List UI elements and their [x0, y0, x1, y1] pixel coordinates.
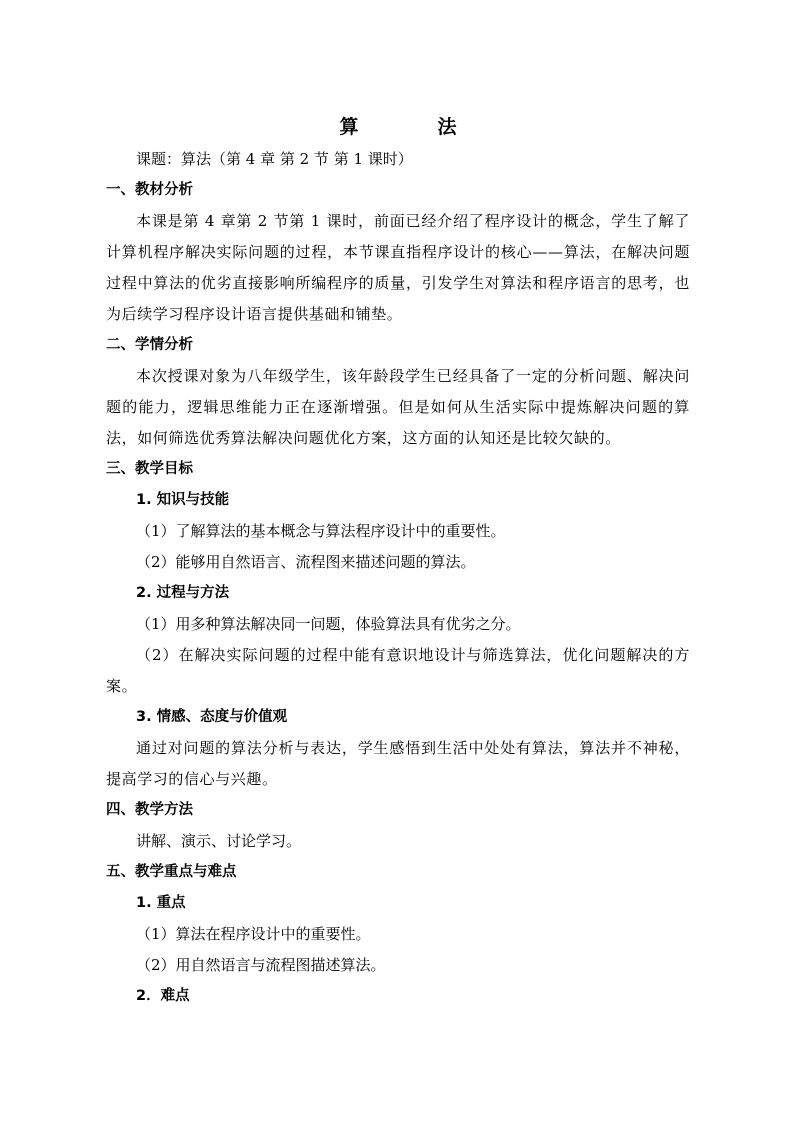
textbook-analysis-paragraph: 本课是第 4 章第 2 节第 1 课时，前面已经介绍了程序设计的概念，学生了解了计算机程序解决实际问题的过程，本节课直指程序设计的核心——算法，在解决问题过程中算法的优劣直接影响所编程序的质量，引发学生对算法和程序语言的思考，也为后续学习程序设计语言提供基础和铺垫。: [106, 212, 690, 323]
key-points-title: 1. 重点: [136, 895, 186, 911]
section-heading-teaching-methods: 四、教学方法: [106, 802, 193, 818]
section-heading-textbook-analysis: 一、教材分析: [106, 182, 193, 198]
list-item: （1）用多种算法解决同一问题，体验算法具有优劣之分。: [136, 615, 521, 633]
section-heading-teaching-goals: 三、教学目标: [106, 461, 193, 477]
teaching-methods-text: 讲解、演示、讨论学习。: [136, 832, 302, 850]
document-title: 算 法: [339, 116, 487, 138]
emotion-values-paragraph: 通过对问题的算法分析与表达，学生感悟到生活中处处有算法，算法并不神秘，提高学习的信心与兴趣。: [106, 739, 690, 788]
lesson-info: 课题：算法（第 4 章 第 2 节 第 1 课时）: [136, 150, 413, 168]
list-item: （1）算法在程序设计中的重要性。: [136, 925, 371, 943]
list-item: （2）能够用自然语言、流程图来描述问题的算法。: [136, 553, 476, 571]
section-heading-student-analysis: 二、学情分析: [106, 337, 193, 353]
section-heading-key-difficult-points: 五、教学重点与难点: [106, 864, 237, 880]
difficult-points-title: 2．难点: [136, 988, 190, 1004]
student-analysis-paragraph: 本次授课对象为八年级学生，该年龄段学生已经具备了一定的分析问题、解决问题的能力，逻辑思维能力正在逐渐增强。但是如何从生活实际中提炼解决问题的算法，如何筛选优秀算法解决问题优化方案，这方面的认知还是比较欠缺的。: [106, 367, 690, 447]
list-item: （1）了解算法的基本概念与算法程序设计中的重要性。: [136, 522, 506, 540]
list-item: （2）用自然语言与流程图描述算法。: [136, 956, 386, 974]
list-item: （2）在解决实际问题的过程中能有意识地设计与筛选算法，优化问题解决的方案。: [106, 646, 690, 695]
goal-process-methods-title: 2. 过程与方法: [136, 585, 230, 601]
goal-emotion-values-title: 3. 情感、态度与价值观: [136, 709, 288, 725]
goal-knowledge-skills-title: 1. 知识与技能: [136, 492, 230, 508]
